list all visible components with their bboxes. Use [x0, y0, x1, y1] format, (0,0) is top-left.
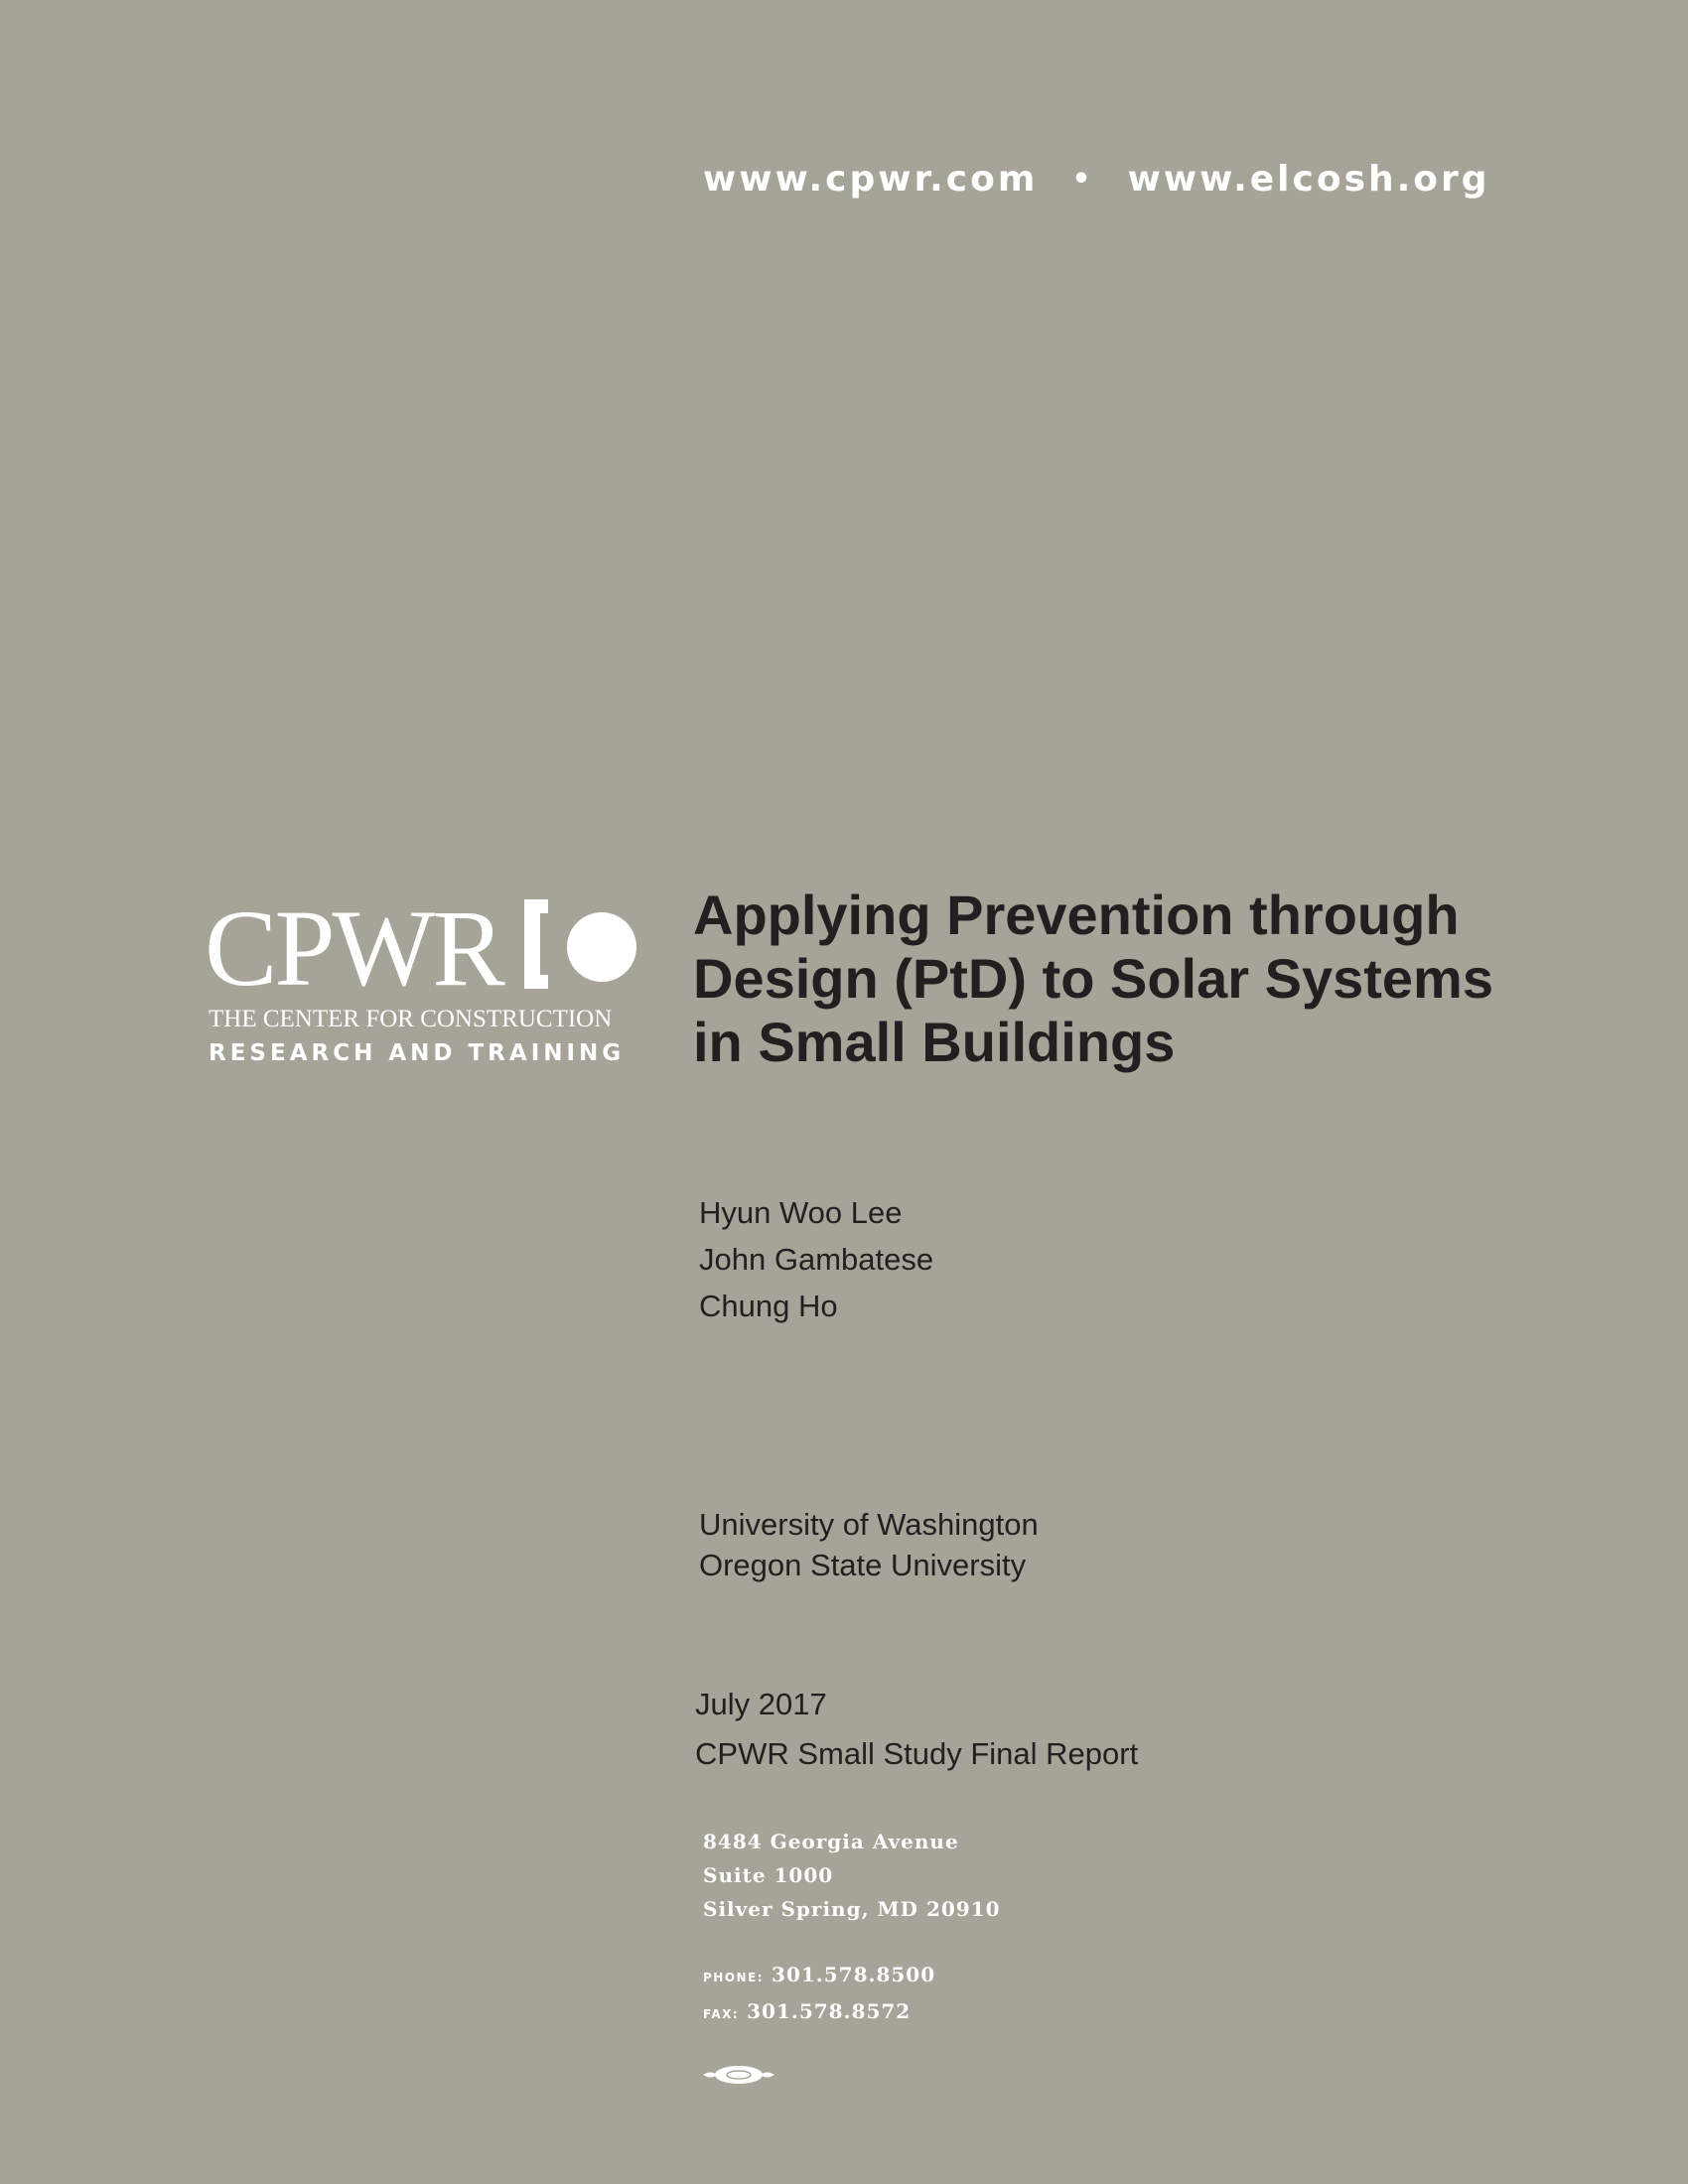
fax-label: FAX:: [703, 2007, 740, 2021]
title-line-2: Design (PtD) to Solar Systems: [693, 947, 1493, 1010]
phone-number: 301.578.8500: [772, 1963, 936, 1986]
separator-bullet: •: [1071, 162, 1094, 197]
author-list: [699, 1189, 933, 1329]
phone-line: [703, 1958, 935, 1994]
institution-name: Oregon State University: [699, 1548, 1027, 1582]
author-name: Hyun Woo Lee: [699, 1195, 903, 1230]
fax-line: [703, 1994, 935, 2031]
cpwr-logo: [205, 887, 641, 1072]
report-info: [695, 1680, 1138, 1779]
fax-number: 301.578.8572: [747, 1999, 912, 2023]
logo-wordmark: CPWR: [205, 887, 502, 1009]
title-line-3: in Small Buildings: [693, 1011, 1176, 1073]
website-elcosh-link[interactable]: www.elcosh.org: [1127, 159, 1490, 200]
address-city: Silver Spring, MD 20910: [703, 1897, 1001, 1921]
logo-bracket-circle-icon: [522, 895, 639, 993]
logo-tagline-2: RESEARCH AND TRAINING: [209, 1040, 626, 1066]
website-links: [703, 159, 1490, 200]
address-street: 8484 Georgia Avenue: [703, 1830, 959, 1853]
institution-name: University of Washington: [699, 1507, 1039, 1542]
report-type: CPWR Small Study Final Report: [695, 1736, 1139, 1771]
mailing-address: [703, 1825, 1001, 1926]
logo-tagline-1: THE CENTER FOR CONSTRUCTION: [209, 1006, 613, 1032]
website-cpwr-link[interactable]: www.cpwr.com: [703, 159, 1039, 200]
union-label-icon: [701, 2063, 776, 2087]
report-date: July 2017: [695, 1687, 827, 1721]
report-title: [693, 884, 1587, 1074]
address-suite: Suite 1000: [703, 1863, 834, 1887]
author-name: Chung Ho: [699, 1289, 838, 1323]
contact-info: [703, 1958, 935, 2031]
author-name: John Gambatese: [699, 1242, 934, 1277]
institution-list: [699, 1504, 1039, 1585]
title-line-1: Applying Prevention through: [693, 884, 1460, 946]
phone-label: PHONE:: [703, 1971, 765, 1984]
